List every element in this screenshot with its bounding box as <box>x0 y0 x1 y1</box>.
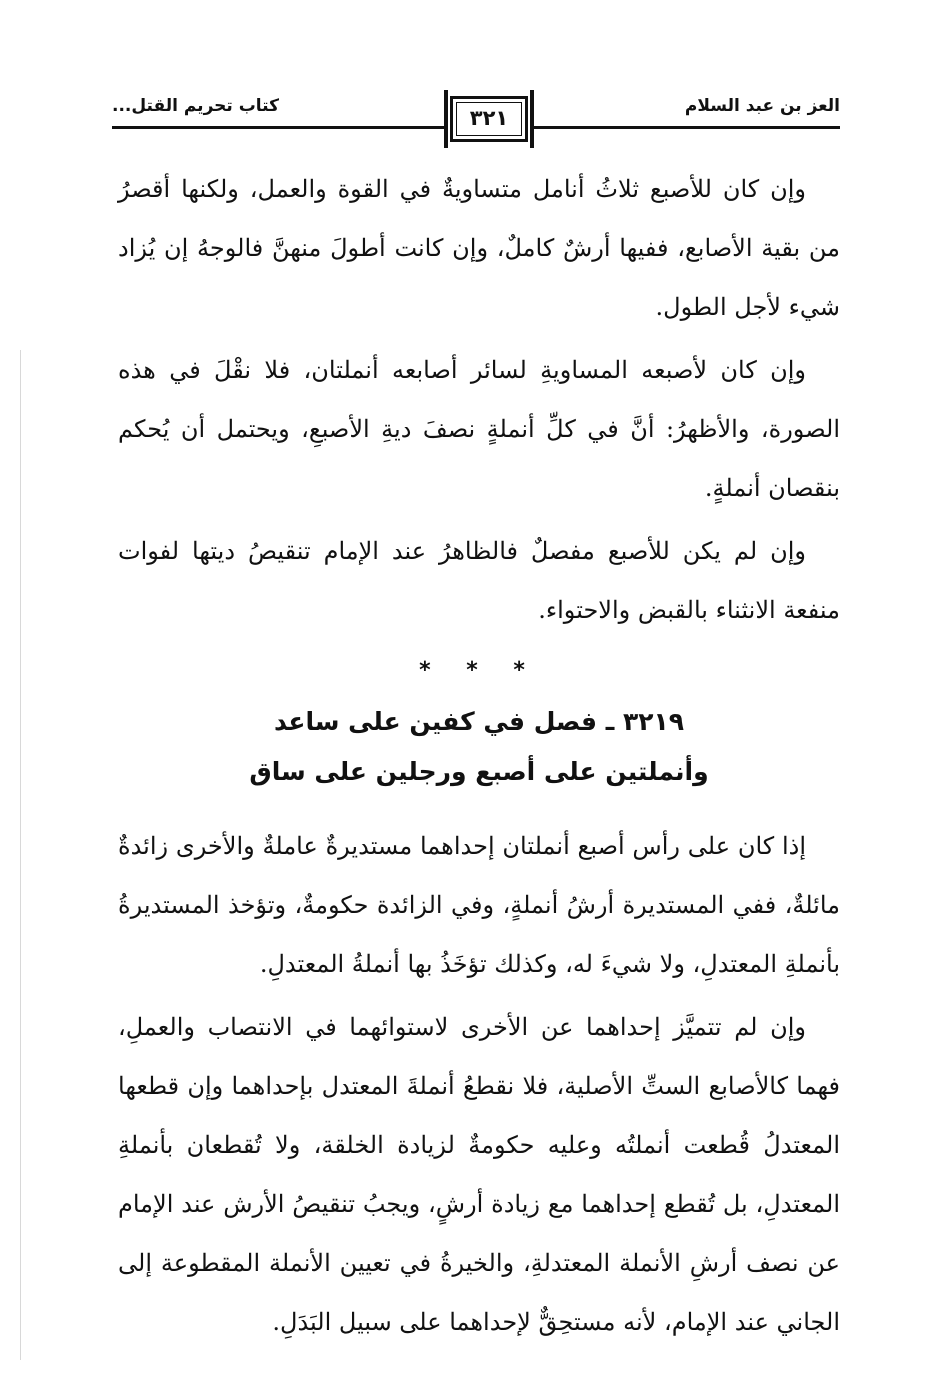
author-title: العز بن عبد السلام <box>684 96 840 116</box>
paragraph: وإن كان لأصبعه المساويةِ لسائر أصابعه أنملتان، فلا نقْلَ في هذه الصورة، والأظهرُ: أنَّ في كلِّ أنملةٍ نصفَ ديةِ الأصبعِ، ويحتمل أن يُحكم بنقصان أنملةٍ. <box>118 356 840 502</box>
heading-line-1: ٣٢١٩ ـ فصل في كفين على ساعد <box>273 707 685 736</box>
main-text <box>118 160 840 1356</box>
page-number: ٣٢١ <box>469 106 509 130</box>
section-separator: * * * <box>419 658 539 683</box>
page-number-frame <box>444 90 534 148</box>
heading-line-2: وأنملتين على أصبع ورجلين على ساق <box>249 757 709 786</box>
page-edge-line <box>20 350 21 1360</box>
chapter-title: كتاب تحريم القتل... <box>112 96 279 116</box>
paragraph: إذا كان على رأس أصبع أنملتان إحداهما مستديرةٌ عاملةٌ والأخرى زائدةٌ مائلةٌ، ففي المستديرة أرشُ أنملةٍ، وفي الزائدة حكومةٌ، وتؤخذ المستديرةُ بأنملةِ المعتدلِ، ولا شيءَ له، وكذلك تؤخَذُ بها أنملةُ المعتدلِ. <box>118 832 840 978</box>
section-heading <box>118 697 840 797</box>
paragraph: وإن كان للأصبع ثلاثُ أنامل متساويةٌ في القوة والعمل، ولكنها أقصرُ من بقية الأصابع، ففيها أرشٌ كاملٌ، وإن كانت أطولَ منهنَّ فالوجهُ إن يُزاد شيء لأجل الطول. <box>118 175 840 321</box>
paragraph: وإن لم تتميَّز إحداهما عن الأخرى لاستوائهما في الانتصاب والعملِ، فهما كالأصابع الستِّ الأصلية، فلا نقطعُ أنملةَ المعتدل بإحداهما وإن قطعها المعتدلُ قُطعت أنملتُه وعليه حكومةٌ لزيادة الخلقة، ولا تُقطعان بأنملةِ المعتدلِ، بل تُقطع إحداهما مع زيادة أرشٍ، ويجبُ تنقيصُ الأرش عند الإمام عن نصف أرشِ الأنملة المعتدلةِ، والخيرةُ في تعيين الأنملة المقطوعة إلى الجاني عند الإمام، لأنه مستحِقٌّ لإحداهما على سبيل البَدَلِ. <box>118 1013 841 1336</box>
running-header <box>112 90 840 150</box>
paragraph: وإن لم يكن للأصبع مفصلٌ فالظاهرُ عند الإمام تنقيصُ ديتها لفوات منفعة الانثناء بالقبض والاحتواء. <box>118 537 840 624</box>
